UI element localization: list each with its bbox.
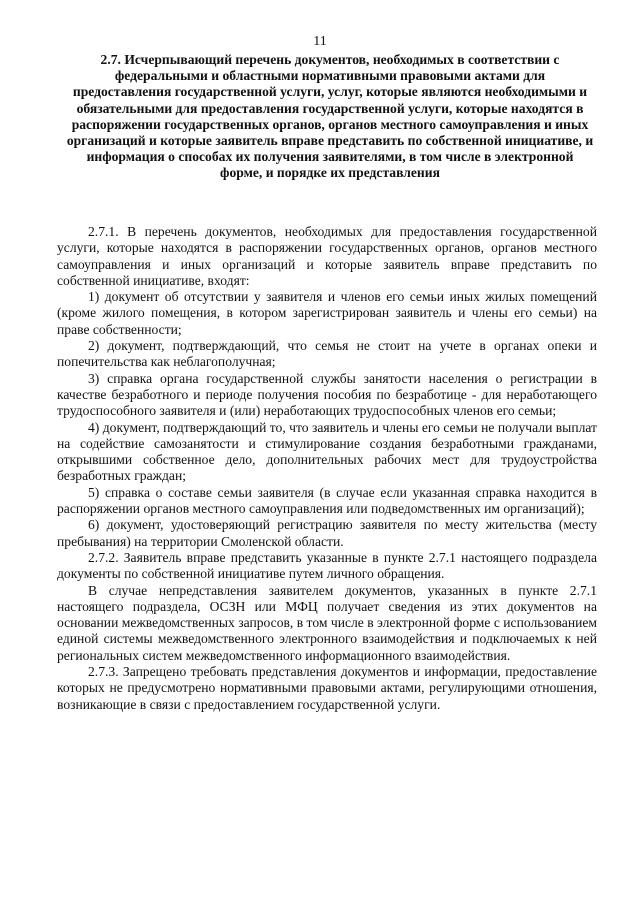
page-number: 11	[313, 34, 327, 49]
list-item-6: 6) документ, удостоверяющий регистрацию заявителя по месту жительства (месту пребывания) на территории Смоленской области.	[57, 517, 597, 549]
list-item-3: 3) справка органа государственной службы занятости населения о регистрации в качестве безработного и периоде получения пособия по безработице - для неработающего трудоспособного заявителя и (или) неработающих трудоспособных членов его семьи;	[57, 370, 597, 419]
list-item-1: 1) документ об отсутствии у заявителя и членов его семьи иных жилых помещений (кроме жилого помещения, в котором зарегистрирован заявитель и члены его семьи) на праве собственности;	[57, 289, 597, 337]
paragraph-2-7-2: 2.7.2. Заявитель вправе представить указанные в пункте 2.7.1 настоящего подраздела документы по собственной инициативе путем личного обращения.	[57, 549, 597, 582]
list-item-4: 4) документ, подтверждающий то, что заявитель и члены его семьи не получали выплат на содействие самозанятости и стимулирование создания безработными гражданами, открывшими собственное дело, дополнительных рабочих мест для трудоустройства безработных граждан;	[57, 419, 597, 484]
section-body	[57, 224, 597, 713]
section-heading: 2.7. Исчерпывающий перечень документов, необходимых в соответствии с федеральными и областными нормативными правовыми актами для предоставления государственной услуги, услуг, которые являются необходимыми и обязательными для предоставления государственной услуги, которые находятся в распоряжении государственных органов, органов местного самоуправления и иных организаций и которые заявитель вправе представить по собственной инициативе, и информация о способах их получения заявителями, в том числе в электронной форме, и порядке их представления	[66, 52, 594, 181]
paragraph-2-7-1: 2.7.1. В перечень документов, необходимых для предоставления государственной услуги, которые находятся в распоряжении государственных органов, органов местного самоуправления и иных организаций и которые заявитель вправе представить по собственной инициативе, входят:	[57, 224, 597, 288]
list-item-2: 2) документ, подтверждающий, что семья не стоит на учете в органах опеки и попечительства как неблагополучная;	[57, 338, 597, 370]
paragraph-2-7-3: 2.7.3. Запрещено требовать представления документов и информации, предоставление которых не предусмотрено нормативными правовыми актами, регулирующими отношения, возникающие в связи с предоставлением государственной услуги.	[57, 664, 597, 712]
paragraph-non-submission: В случае непредставления заявителем документов, указанных в пункте 2.7.1 настоящего подраздела, ОСЗН или МФЦ получает сведения из этих документов на основании межведомственных запросов, в том числе в электронной форме с использованием единой системы межведомственного электронного взаимодействия и подключаемых к ней региональных систем межведомственного информационного взаимодействия.	[57, 582, 597, 663]
list-item-5: 5) справка о составе семьи заявителя (в случае если указанная справка находится в распоряжении органов местного самоуправления или подведомственных им организаций);	[57, 484, 597, 517]
